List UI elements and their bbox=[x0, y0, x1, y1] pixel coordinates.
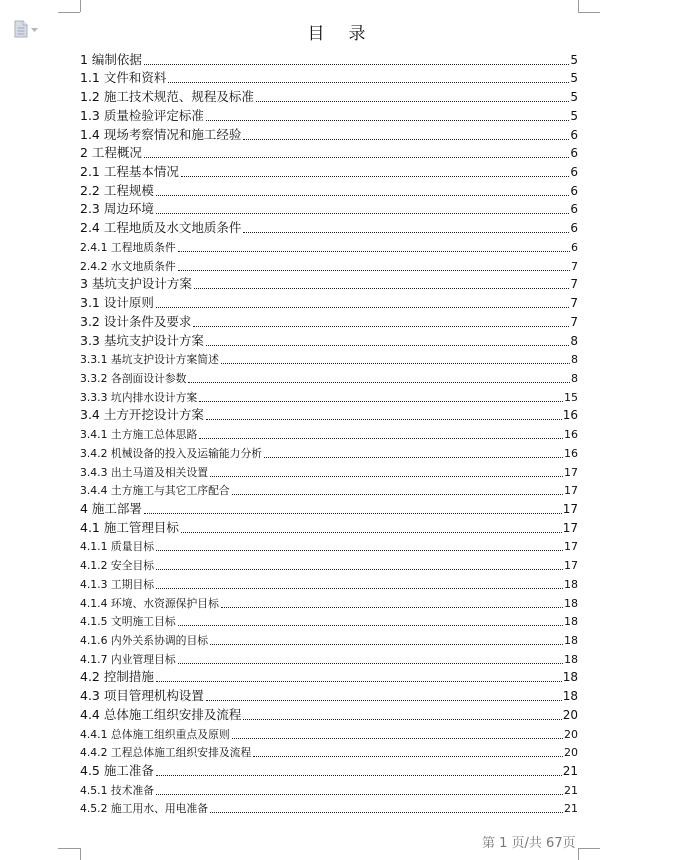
toc-entry-label: 1.1 文件和资料 bbox=[80, 70, 167, 86]
dot-leader bbox=[156, 307, 570, 308]
toc-entry-label: 2.4.1 工程地质条件 bbox=[80, 240, 176, 254]
toc-entry-label: 4.4.2 工程总体施工组织安排及流程 bbox=[80, 746, 252, 760]
toc-entry[interactable] bbox=[80, 125, 578, 144]
crop-mark-bottom-left-h bbox=[58, 848, 80, 849]
toc-entry[interactable] bbox=[80, 50, 578, 69]
toc-entry[interactable] bbox=[80, 555, 578, 574]
toc-entry-page-number: 6 bbox=[570, 183, 578, 198]
toc-entry[interactable] bbox=[80, 387, 578, 406]
toc-entry-label: 4.1.4 环境、水资源保护目标 bbox=[80, 596, 219, 610]
dot-leader bbox=[243, 232, 569, 233]
dot-leader bbox=[199, 401, 563, 402]
dot-leader bbox=[144, 513, 562, 514]
dot-leader bbox=[181, 532, 562, 533]
toc-entry-label: 3.4.1 土方施工总体思路 bbox=[80, 428, 198, 442]
toc-entry-label: 3.4 土方开挖设计方案 bbox=[80, 407, 204, 423]
dot-leader bbox=[178, 251, 570, 252]
toc-entry-label: 3.3 基坑支护设计方案 bbox=[80, 332, 204, 348]
dot-leader bbox=[221, 607, 563, 608]
toc-entry[interactable] bbox=[80, 724, 578, 743]
crop-mark-bottom-right-h bbox=[578, 848, 600, 849]
toc-entry-page-number: 20 bbox=[564, 746, 578, 760]
toc-entry-label: 3.4.3 出土马道及相关设置 bbox=[80, 465, 209, 479]
crop-mark-bottom-right-v bbox=[578, 848, 579, 860]
toc-entry-label: 4.1.2 安全目标 bbox=[80, 559, 155, 573]
dot-leader bbox=[178, 625, 563, 626]
toc-entry-page-number: 5 bbox=[570, 108, 578, 123]
toc-entry[interactable] bbox=[80, 612, 578, 631]
toc-entry[interactable] bbox=[80, 87, 578, 106]
dot-leader bbox=[156, 775, 562, 776]
toc-entry[interactable] bbox=[80, 630, 578, 649]
toc-entry[interactable] bbox=[80, 218, 578, 237]
toc-entry-label: 4.1 施工管理目标 bbox=[80, 519, 179, 535]
toc-entry[interactable] bbox=[80, 443, 578, 462]
toc-entry[interactable] bbox=[80, 200, 578, 219]
crop-mark-top-left-v bbox=[80, 0, 81, 12]
toc-entry-label: 3.1 设计原则 bbox=[80, 295, 154, 311]
toc-entry-page-number: 18 bbox=[564, 615, 578, 629]
toc-entry-page-number: 7 bbox=[570, 314, 578, 329]
toc-entry-page-number: 18 bbox=[562, 670, 578, 685]
dot-leader bbox=[243, 139, 569, 140]
dot-leader bbox=[210, 476, 563, 477]
toc-entry-page-number: 17 bbox=[562, 501, 578, 516]
toc-entry[interactable] bbox=[80, 312, 578, 331]
toc-entry-label: 4.4 总体施工组织安排及流程 bbox=[80, 706, 242, 722]
toc-entry[interactable] bbox=[80, 574, 578, 593]
toc-entry-page-number: 5 bbox=[570, 52, 578, 67]
dot-leader bbox=[210, 644, 563, 645]
toc-entry[interactable] bbox=[80, 424, 578, 443]
toc-entry-label: 1.3 质量检验评定标准 bbox=[80, 107, 204, 123]
toc-entry-page-number: 17 bbox=[564, 465, 578, 479]
toc-entry-label: 3.3.1 基坑支护设计方案简述 bbox=[80, 353, 219, 367]
toc-entry-label: 4.1.7 内业管理目标 bbox=[80, 652, 176, 666]
toc-entry-label: 1.2 施工技术规范、规程及标准 bbox=[80, 89, 254, 105]
toc-entry-label: 4.2 控制措施 bbox=[80, 669, 154, 685]
dot-leader bbox=[256, 101, 570, 102]
toc-entry-label: 2.3 周边环境 bbox=[80, 201, 154, 217]
toc-entry-page-number: 16 bbox=[564, 428, 578, 442]
toc-entry-page-number: 6 bbox=[570, 165, 578, 180]
toc-entry-page-number: 7 bbox=[571, 259, 578, 273]
dot-leader bbox=[156, 213, 570, 214]
toc-entry-label: 1.4 现场考察情况和施工经验 bbox=[80, 126, 242, 142]
dot-leader bbox=[188, 382, 570, 383]
dot-leader bbox=[144, 157, 569, 158]
dot-leader bbox=[156, 569, 563, 570]
dot-leader bbox=[193, 326, 569, 327]
toc-entry-label: 4.5 施工准备 bbox=[80, 763, 154, 779]
toc-entry-label: 3.3.3 坑内排水设计方案 bbox=[80, 390, 198, 404]
dot-leader bbox=[232, 738, 563, 739]
toc-entry[interactable] bbox=[80, 106, 578, 125]
toc-entry[interactable] bbox=[80, 462, 578, 481]
crop-mark-top-left-h bbox=[58, 12, 80, 13]
toc-entry[interactable] bbox=[80, 668, 578, 687]
toc-entry-page-number: 16 bbox=[562, 408, 578, 423]
dot-leader bbox=[221, 363, 570, 364]
toc-entry[interactable] bbox=[80, 293, 578, 312]
toc-entry-page-number: 21 bbox=[564, 802, 578, 816]
toc-entry[interactable] bbox=[80, 686, 578, 705]
toc-entry-page-number: 6 bbox=[571, 240, 578, 254]
toc-entry[interactable] bbox=[80, 593, 578, 612]
toc-entry-page-number: 20 bbox=[564, 727, 578, 741]
toc-entry-page-number: 18 bbox=[562, 689, 578, 704]
toc-entry[interactable] bbox=[80, 368, 578, 387]
toc-entry[interactable] bbox=[80, 181, 578, 200]
toc-entry-page-number: 7 bbox=[570, 277, 578, 292]
dot-leader bbox=[210, 812, 563, 813]
toc-entry-page-number: 6 bbox=[570, 202, 578, 217]
page-title bbox=[0, 19, 675, 44]
toc-entry[interactable] bbox=[80, 705, 578, 724]
toc-entry[interactable] bbox=[80, 799, 578, 818]
toc-entry-label: 4 施工部署 bbox=[80, 500, 142, 516]
toc-entry-page-number: 21 bbox=[564, 783, 578, 797]
toc-entry[interactable] bbox=[80, 331, 578, 350]
table-of-contents bbox=[80, 50, 578, 817]
toc-entry-page-number: 17 bbox=[564, 559, 578, 573]
dot-leader bbox=[206, 700, 562, 701]
toc-entry-page-number: 8 bbox=[571, 371, 578, 385]
toc-entry[interactable] bbox=[80, 481, 578, 500]
toc-entry[interactable] bbox=[80, 350, 578, 369]
toc-entry-label: 2 工程概况 bbox=[80, 145, 142, 161]
toc-entry-page-number: 18 bbox=[564, 577, 578, 591]
toc-entry-page-number: 15 bbox=[564, 390, 578, 404]
toc-entry-page-number: 17 bbox=[564, 484, 578, 498]
toc-entry-label: 4.4.1 总体施工组织重点及原则 bbox=[80, 727, 230, 741]
toc-entry-page-number: 5 bbox=[570, 71, 578, 86]
toc-entry-label: 3.4.4 土方施工与其它工序配合 bbox=[80, 484, 230, 498]
crop-mark-top-right-v bbox=[578, 0, 579, 12]
toc-entry-page-number: 17 bbox=[564, 540, 578, 554]
toc-entry-label: 3.4.2 机械设备的投入及运输能力分析 bbox=[80, 446, 263, 460]
toc-entry-page-number: 8 bbox=[570, 333, 578, 348]
toc-entry[interactable] bbox=[80, 537, 578, 556]
toc-entry[interactable] bbox=[80, 144, 578, 163]
toc-entry[interactable] bbox=[80, 649, 578, 668]
toc-entry-label: 2.4 工程地质及水文地质条件 bbox=[80, 220, 242, 236]
toc-entry-label: 1 编制依据 bbox=[80, 51, 142, 67]
toc-entry[interactable] bbox=[80, 237, 578, 256]
toc-entry-label: 4.1.1 质量目标 bbox=[80, 540, 155, 554]
dot-leader bbox=[181, 176, 570, 177]
dot-leader bbox=[194, 288, 569, 289]
toc-entry[interactable] bbox=[80, 518, 578, 537]
toc-entry-label: 3.3.2 各剖面设计参数 bbox=[80, 371, 187, 385]
toc-entry[interactable] bbox=[80, 162, 578, 181]
dot-leader bbox=[264, 457, 563, 458]
page-indicator: 第 1 页/共 67页 bbox=[482, 836, 576, 851]
toc-entry-label: 4.5.2 施工用水、用电准备 bbox=[80, 802, 209, 816]
dot-leader bbox=[156, 681, 562, 682]
toc-entry-label: 4.3 项目管理机构设置 bbox=[80, 688, 204, 704]
toc-entry[interactable] bbox=[80, 275, 578, 294]
toc-entry-page-number: 6 bbox=[570, 146, 578, 161]
title-char-1: 目 bbox=[307, 24, 327, 44]
dot-leader bbox=[156, 550, 563, 551]
toc-entry-page-number: 8 bbox=[571, 353, 578, 367]
crop-mark-bottom-left-v bbox=[80, 848, 81, 860]
dot-leader bbox=[199, 438, 563, 439]
toc-entry-page-number: 18 bbox=[564, 634, 578, 647]
toc-entry-page-number: 6 bbox=[570, 127, 578, 142]
toc-entry[interactable] bbox=[80, 761, 578, 780]
dot-leader bbox=[156, 195, 570, 196]
dot-leader bbox=[156, 794, 563, 795]
toc-entry-page-number: 6 bbox=[570, 221, 578, 236]
toc-entry-label: 2.2 工程规模 bbox=[80, 182, 154, 198]
toc-entry-page-number: 21 bbox=[562, 764, 578, 779]
dot-leader bbox=[178, 663, 563, 664]
dot-leader bbox=[168, 82, 569, 83]
crop-mark-top-right-h bbox=[578, 12, 600, 13]
toc-entry[interactable] bbox=[80, 743, 578, 762]
toc-entry-label: 4.1.5 文明施工目标 bbox=[80, 615, 176, 629]
toc-entry[interactable] bbox=[80, 499, 578, 518]
dot-leader bbox=[253, 756, 563, 757]
dot-leader bbox=[206, 419, 562, 420]
toc-entry[interactable] bbox=[80, 406, 578, 425]
toc-entry-page-number: 17 bbox=[562, 520, 578, 535]
toc-entry-page-number: 7 bbox=[570, 296, 578, 311]
dot-leader bbox=[178, 270, 570, 271]
toc-entry-page-number: 16 bbox=[564, 446, 578, 460]
toc-entry-label: 4.5.1 技术准备 bbox=[80, 783, 155, 797]
dot-leader bbox=[206, 120, 570, 121]
dot-leader bbox=[206, 345, 570, 346]
toc-entry-label: 3.2 设计条件及要求 bbox=[80, 313, 192, 329]
toc-entry-label: 4.1.6 内外关系协调的目标 bbox=[80, 634, 209, 647]
dot-leader bbox=[243, 719, 561, 720]
toc-entry-page-number: 18 bbox=[564, 596, 578, 610]
toc-entry[interactable] bbox=[80, 780, 578, 799]
dot-leader bbox=[156, 588, 563, 589]
title-char-2: 录 bbox=[348, 24, 368, 44]
toc-entry-label: 2.1 工程基本情况 bbox=[80, 164, 179, 180]
toc-entry-page-number: 5 bbox=[570, 90, 578, 105]
toc-entry[interactable] bbox=[80, 69, 578, 88]
toc-entry-label: 3 基坑支护设计方案 bbox=[80, 276, 192, 292]
toc-entry[interactable] bbox=[80, 256, 578, 275]
toc-entry-page-number: 18 bbox=[564, 652, 578, 666]
dot-leader bbox=[144, 64, 569, 65]
toc-entry-label: 4.1.3 工期目标 bbox=[80, 577, 155, 591]
toc-entry-page-number: 20 bbox=[562, 707, 578, 722]
toc-entry-label: 2.4.2 水文地质条件 bbox=[80, 259, 176, 273]
dot-leader bbox=[232, 494, 563, 495]
